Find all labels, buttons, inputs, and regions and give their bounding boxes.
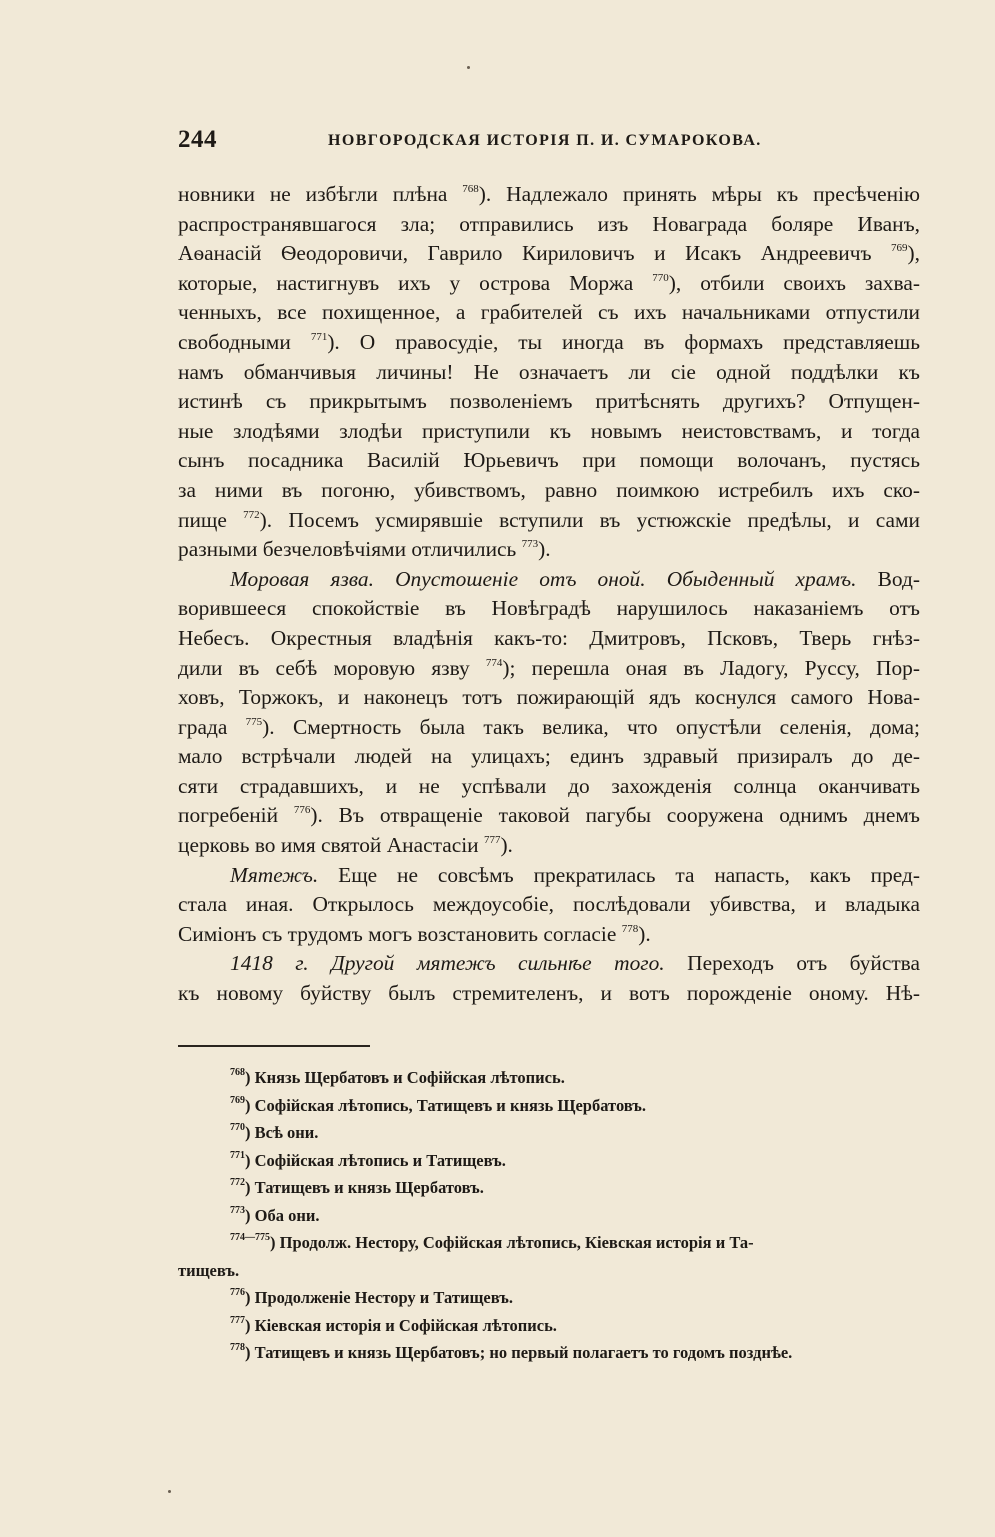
footnote: $^{769}$) Софійская лѣтопись, Татищевъ и князь Щербатовъ. bbox=[230, 1094, 647, 1115]
section-heading-plague: Моровая язва. Опустошеніе отъ оной. Обыденный храмъ. bbox=[230, 566, 857, 591]
text-line: которые, настигнувъ ихъ у острова Моржа $^{770}$), отбили своихъ захва- bbox=[178, 270, 920, 295]
text-line: церковь во имя святой Анастасіи $^{777}$). bbox=[178, 833, 513, 858]
main-text bbox=[178, 180, 920, 1009]
text-line: Моровая язва. Опустошеніе отъ оной. Обыденный храмъ. Вод- bbox=[230, 566, 920, 591]
text-line: мало встрѣчали людей на улицахъ; единъ здравый призиралъ до де- bbox=[178, 744, 920, 769]
footnotes bbox=[178, 1064, 920, 1367]
footnote-divider bbox=[178, 1045, 370, 1047]
text-line: ховъ, Торжокъ, и наконецъ тотъ пожирающій ядъ коснулся самого Нова- bbox=[178, 685, 920, 710]
print-speck bbox=[168, 1490, 171, 1493]
text-line: пище $^{772}$). Посемъ усмирявшіе вступили въ устюжскіе предѣлы, и сами bbox=[178, 507, 920, 532]
text-line: ные злодѣями злодѣи приступили къ новымъ неистовствамъ, и тогда bbox=[178, 418, 920, 443]
text-line: истинѣ съ прикрытымъ позволеніемъ притѣснять другихъ? Отпущен- bbox=[178, 389, 920, 414]
paragraph-3 bbox=[178, 861, 920, 950]
print-speck bbox=[467, 66, 470, 69]
footnote: $^{768}$) Князь Щербатовъ и Софійская лѣтопись. bbox=[230, 1067, 565, 1087]
text-line: намъ обманчивыя личины! Не означаетъ ли сіе одной поддѣлки къ bbox=[178, 359, 920, 384]
footnote: $^{778}$) Татищевъ и князь Щербатовъ; но первый полагаетъ то годомъ позднѣе. bbox=[230, 1342, 793, 1362]
text-line: разными безчеловѣчіями отличились $^{773}$). bbox=[178, 537, 551, 562]
footnote: $^{777}$) Кіевская исторія и Софійская лѣтопись. bbox=[230, 1314, 557, 1335]
text-line: Симіонъ съ трудомъ могъ возстановить согласіе $^{778}$). bbox=[178, 921, 651, 946]
paragraph-1 bbox=[178, 180, 920, 565]
footnote-continuation: тищевъ. bbox=[178, 1260, 240, 1280]
running-title: НОВГОРОДСКАЯ ИСТОРІЯ П. И. СУМАРОКОВА. bbox=[328, 132, 762, 149]
footnote: $^{776}$) Продолженіе Нестору и Татищевъ. bbox=[230, 1287, 513, 1307]
footnote: $^{772}$) Татищевъ и князь Щербатовъ. bbox=[230, 1177, 484, 1197]
text-line: дили въ себѣ моровую язву $^{774}$); перешла оная въ Ладогу, Руссу, Пор- bbox=[178, 655, 920, 680]
paragraph-2 bbox=[178, 565, 920, 861]
text-line: ворившееся спокойствіе въ Новѣградѣ нарушилось наказаніемъ отъ bbox=[178, 596, 920, 621]
text-line: погребеній $^{776}$). Въ отвращеніе таковой пагубы сооружена однимъ днемъ bbox=[178, 803, 920, 828]
text-line: града $^{775}$). Смертность была такъ велика, что опустѣли селенія, дома; bbox=[178, 714, 920, 739]
text-line: свободными $^{771}$). О правосудіе, ты иногда въ формахъ представляешь bbox=[178, 329, 921, 354]
text-line: Небесъ. Окрестныя владѣнія какъ-то: Дмитровъ, Псковъ, Тверь гнѣз- bbox=[178, 625, 920, 650]
text-line: Аѳанасій Ѳеодоровичи, Гаврило Кириловичъ и Исакъ Андреевичъ $^{769}$), bbox=[178, 241, 920, 266]
page-number: 244 bbox=[178, 126, 217, 153]
section-heading-revolt: Мятежъ. bbox=[230, 862, 319, 887]
footnote: $^{770}$) Всѣ они. bbox=[230, 1122, 319, 1142]
page-header bbox=[178, 126, 920, 162]
footnote: $^{774—775}$) Продолж. Нестору, Софійская лѣтопись, Кіевская исторія и Та- bbox=[230, 1232, 754, 1252]
text-line: ченныхъ, все похищенное, а грабителей съ ихъ начальниками отпустили bbox=[178, 300, 920, 325]
text-line: новники не избѣгли плѣна $^{768}$). Надлежало принять мѣры къ пресѣченію bbox=[178, 182, 920, 206]
paragraph-4 bbox=[178, 949, 920, 1008]
text-line: распространявшагося зла; отправились изъ Новаграда боляре Иванъ, bbox=[178, 211, 920, 236]
text-line: сяти страдавшихъ, и не успѣвали до захожденія солнца оканчивать bbox=[178, 773, 920, 798]
text-line: 1418 г. Другой мятежъ сильнѣе того. Переходъ отъ буйства bbox=[230, 951, 920, 976]
footnote: $^{771}$) Софійская лѣтопись и Татищевъ. bbox=[230, 1149, 506, 1170]
text-line: къ новому буйству былъ стремителенъ, и вотъ порожденіе оному. Нѣ- bbox=[178, 981, 920, 1006]
text-line: сынъ посадника Василій Юрьевичъ при помощи волочанъ, пустясь bbox=[178, 448, 920, 473]
footnote: $^{773}$) Оба они. bbox=[230, 1204, 320, 1225]
text-line: стала иная. Открылось междоусобіе, послѣдовали убивства, и владыка bbox=[178, 892, 920, 917]
text-line: Мятежъ. Еще не совсѣмъ прекратилась та напасть, какъ пред- bbox=[230, 862, 920, 887]
section-heading-1418: 1418 г. Другой мятежъ сильнѣе того. bbox=[230, 951, 665, 976]
text-line: за ними въ погоню, убивствомъ, равно поимкою истребилъ ихъ ско- bbox=[178, 477, 920, 502]
